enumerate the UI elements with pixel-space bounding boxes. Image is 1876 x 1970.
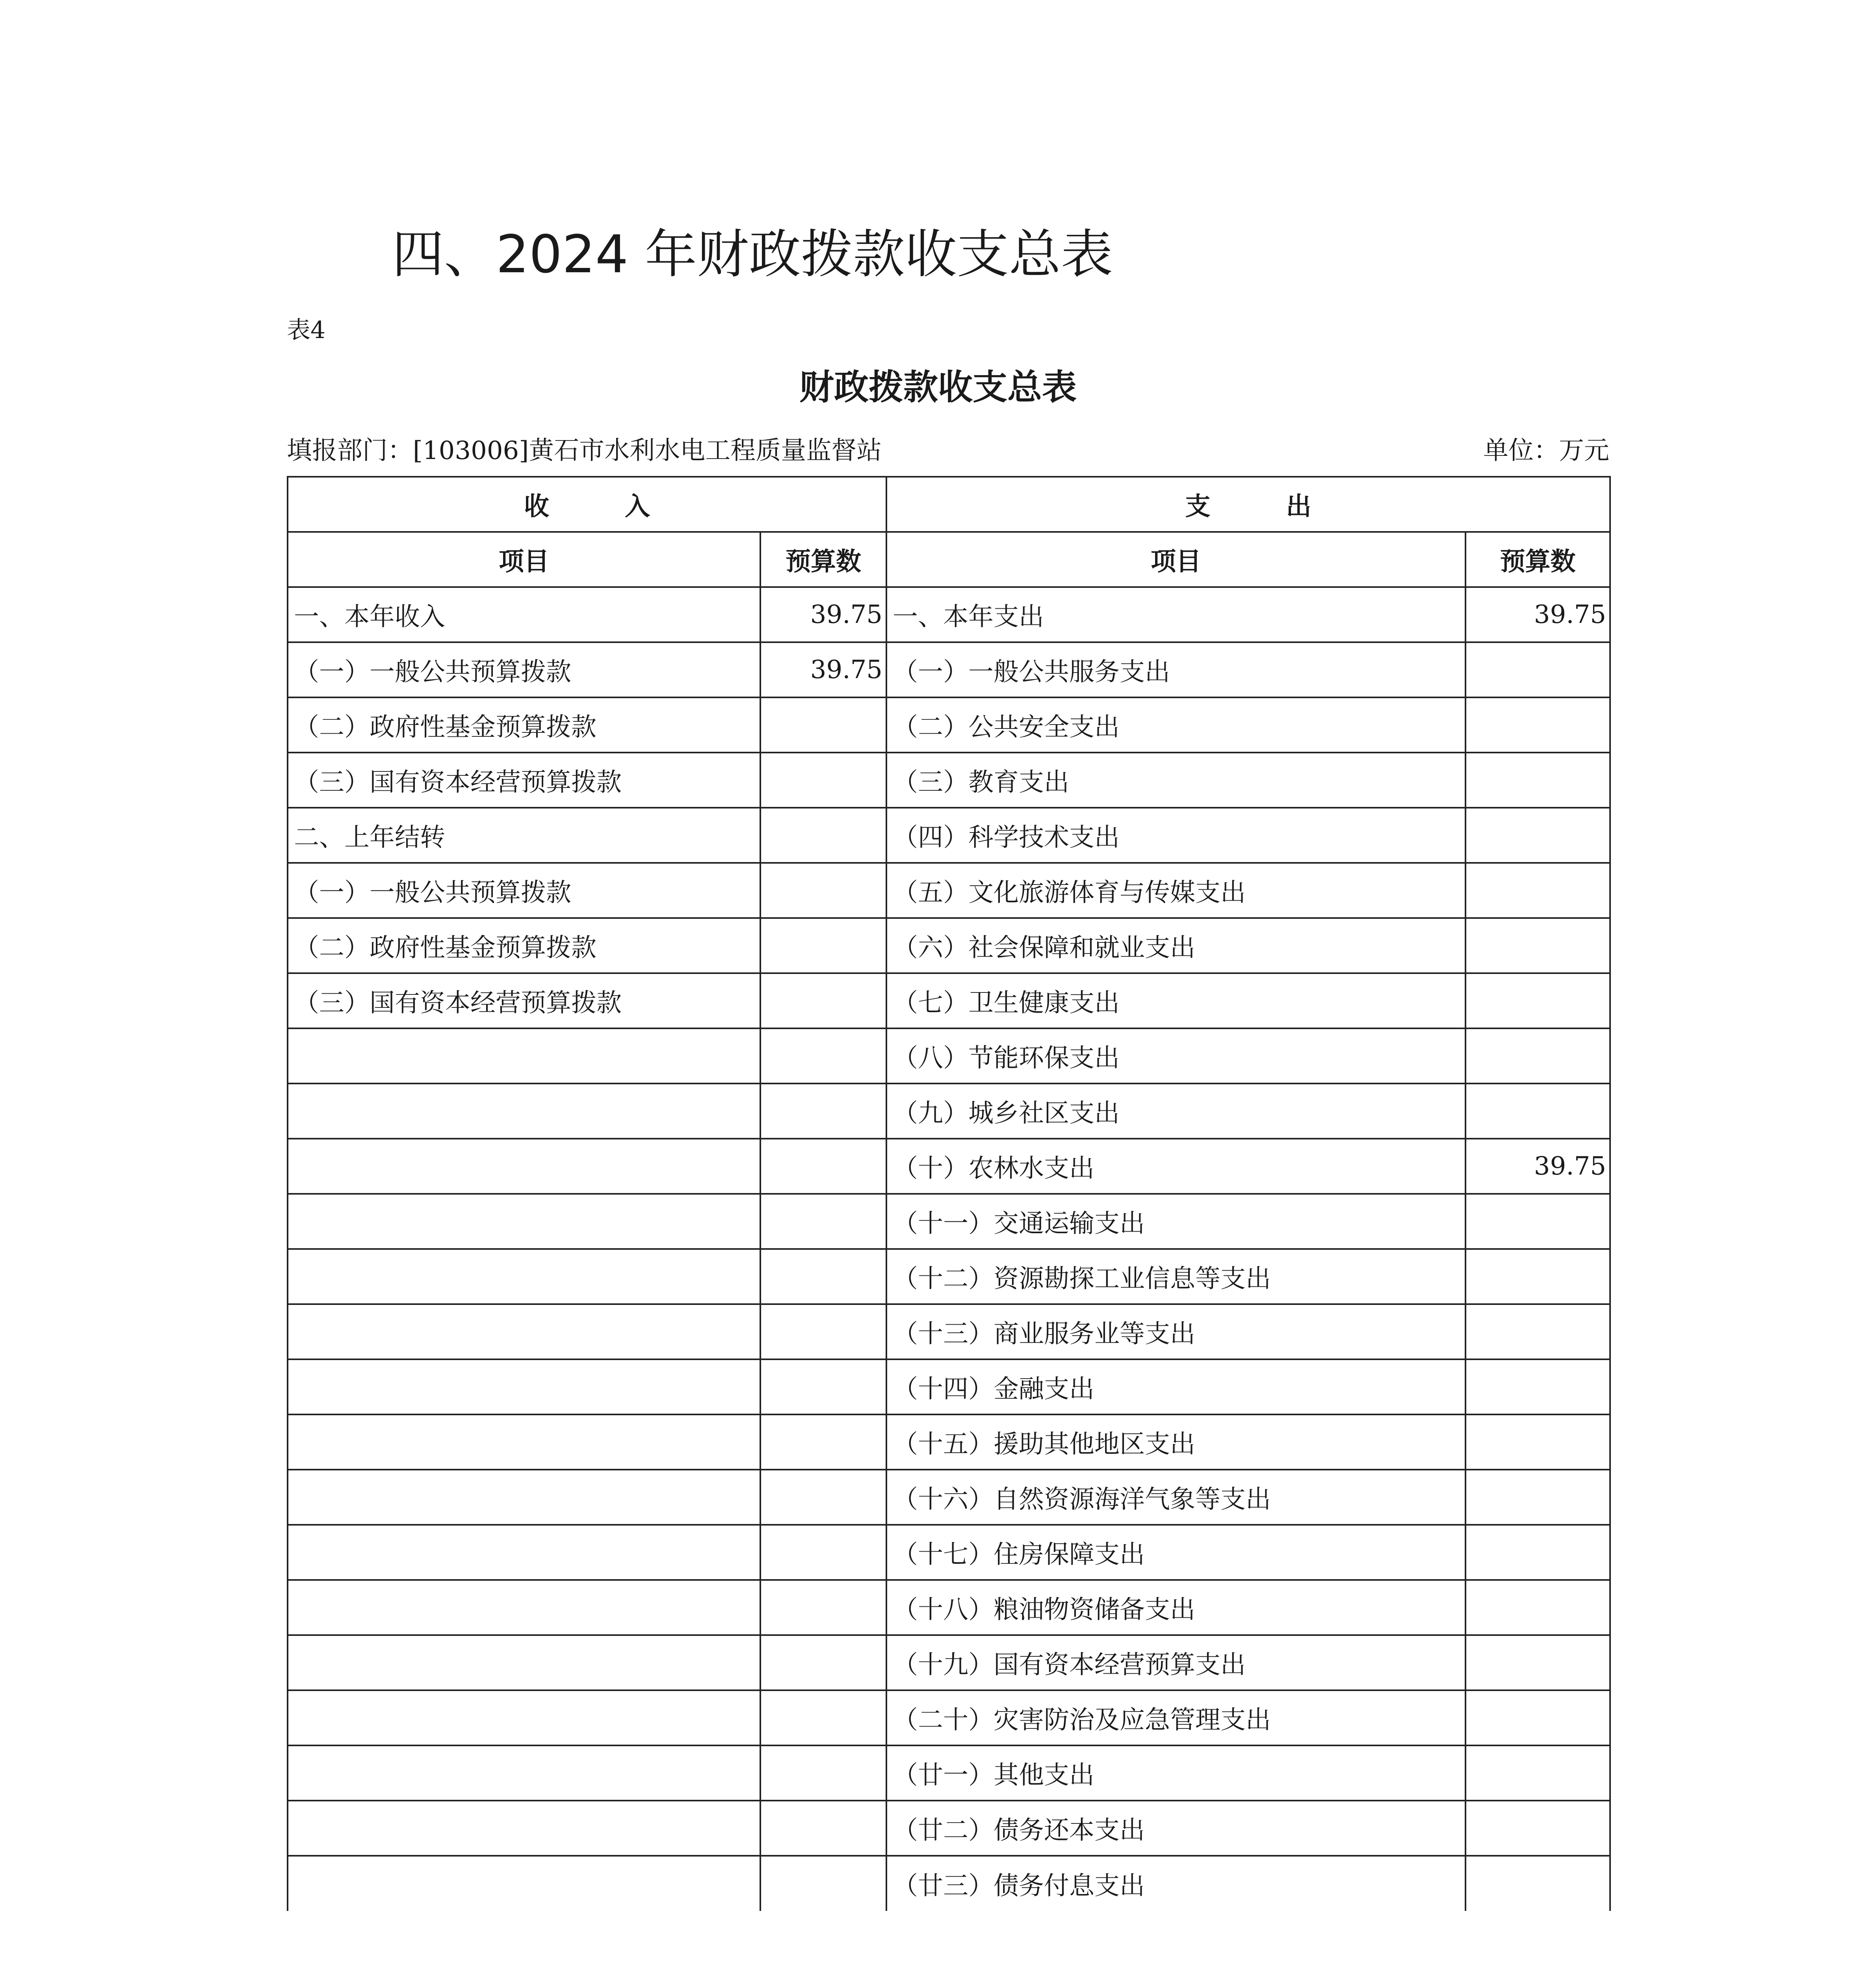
expense-value-cell bbox=[1466, 808, 1610, 863]
expense-value-cell: 39.75 bbox=[1466, 587, 1610, 642]
table-row bbox=[288, 1249, 1610, 1304]
expense-item-cell: （五）文化旅游体育与传媒支出 bbox=[886, 863, 1466, 918]
income-item-cell: （二）政府性基金预算拨款 bbox=[288, 697, 760, 753]
section-header-row bbox=[288, 477, 1610, 532]
unit-label: 单位：万元 bbox=[1483, 436, 1609, 465]
expense-value-cell bbox=[1466, 697, 1610, 753]
income-value-cell bbox=[760, 1635, 886, 1690]
table-row bbox=[288, 1856, 1610, 1911]
department-label: 填报部门：[103006]黄石市水利水电工程质量监督站 bbox=[287, 436, 882, 465]
expense-item-cell: （十一）交通运输支出 bbox=[886, 1194, 1466, 1249]
expense-item-cell: （九）城乡社区支出 bbox=[886, 1084, 1466, 1139]
table-row bbox=[288, 1359, 1610, 1414]
table-body bbox=[288, 587, 1610, 1911]
income-section-header: 收 入 bbox=[288, 477, 886, 532]
expense-item-cell: （一）一般公共服务支出 bbox=[886, 642, 1466, 697]
income-value-cell bbox=[760, 1194, 886, 1249]
table-row bbox=[288, 1801, 1610, 1856]
expense-item-cell: 一、本年支出 bbox=[886, 587, 1466, 642]
expense-item-cell: （八）节能环保支出 bbox=[886, 1028, 1466, 1084]
table-row bbox=[288, 1194, 1610, 1249]
income-value-cell bbox=[760, 697, 886, 753]
expense-item-cell: （十五）援助其他地区支出 bbox=[886, 1414, 1466, 1470]
expense-item-cell: （十三）商业服务业等支出 bbox=[886, 1304, 1466, 1359]
income-item-cell bbox=[288, 1525, 760, 1580]
income-value-cell bbox=[760, 863, 886, 918]
income-value-cell bbox=[760, 1304, 886, 1359]
table-row bbox=[288, 863, 1610, 918]
expense-value-cell bbox=[1466, 1745, 1610, 1801]
income-value-cell bbox=[760, 1856, 886, 1911]
expense-item-cell: （十七）住房保障支出 bbox=[886, 1525, 1466, 1580]
income-value-cell bbox=[760, 1084, 886, 1139]
income-item-cell bbox=[288, 1745, 760, 1801]
expense-item-cell: （四）科学技术支出 bbox=[886, 808, 1466, 863]
expense-item-cell: （廿二）债务还本支出 bbox=[886, 1801, 1466, 1856]
table-row bbox=[288, 642, 1610, 697]
income-value-cell: 39.75 bbox=[760, 587, 886, 642]
income-item-cell bbox=[288, 1690, 760, 1745]
income-item-cell: （一）一般公共预算拨款 bbox=[288, 863, 760, 918]
expense-value-cell bbox=[1466, 1084, 1610, 1139]
income-item-cell bbox=[288, 1028, 760, 1084]
income-item-cell: 一、本年收入 bbox=[288, 587, 760, 642]
income-item-cell bbox=[288, 1801, 760, 1856]
expense-item-cell: （三）教育支出 bbox=[886, 753, 1466, 808]
table-row bbox=[288, 1084, 1610, 1139]
expense-value-cell bbox=[1466, 1304, 1610, 1359]
expense-item-cell: （六）社会保障和就业支出 bbox=[886, 918, 1466, 973]
table-row bbox=[288, 1745, 1610, 1801]
expense-item-cell: （十四）金融支出 bbox=[886, 1359, 1466, 1414]
expense-value-cell bbox=[1466, 1580, 1610, 1635]
table-row bbox=[288, 1304, 1610, 1359]
income-item-header: 项目 bbox=[288, 532, 760, 587]
table-row bbox=[288, 808, 1610, 863]
income-value-cell bbox=[760, 918, 886, 973]
table-row bbox=[288, 1470, 1610, 1525]
budget-table bbox=[287, 476, 1611, 1911]
income-value-cell: 39.75 bbox=[760, 642, 886, 697]
income-item-cell bbox=[288, 1414, 760, 1470]
table-row bbox=[288, 973, 1610, 1028]
expense-value-cell bbox=[1466, 1194, 1610, 1249]
table-row bbox=[288, 587, 1610, 642]
table-row bbox=[288, 1414, 1610, 1470]
expense-item-cell: （二）公共安全支出 bbox=[886, 697, 1466, 753]
income-budget-header: 预算数 bbox=[760, 532, 886, 587]
income-item-cell bbox=[288, 1249, 760, 1304]
income-value-cell bbox=[760, 1470, 886, 1525]
expense-value-cell bbox=[1466, 753, 1610, 808]
expense-item-cell: （七）卫生健康支出 bbox=[886, 973, 1466, 1028]
expense-value-cell bbox=[1466, 642, 1610, 697]
expense-item-cell: （廿一）其他支出 bbox=[886, 1745, 1466, 1801]
page-heading: 四、2024 年财政拨款收支总表 bbox=[392, 224, 1113, 285]
expense-value-cell bbox=[1466, 1856, 1610, 1911]
expense-value-cell bbox=[1466, 1249, 1610, 1304]
income-value-cell bbox=[760, 1249, 886, 1304]
expense-item-cell: （十六）自然资源海洋气象等支出 bbox=[886, 1470, 1466, 1525]
expense-value-cell bbox=[1466, 1359, 1610, 1414]
expense-value-cell bbox=[1466, 1801, 1610, 1856]
income-item-cell: 二、上年结转 bbox=[288, 808, 760, 863]
expense-value-cell bbox=[1466, 1028, 1610, 1084]
income-value-cell bbox=[760, 1028, 886, 1084]
expense-item-cell: （二十）灾害防治及应急管理支出 bbox=[886, 1690, 1466, 1745]
income-item-cell: （三）国有资本经营预算拨款 bbox=[288, 753, 760, 808]
expense-value-cell bbox=[1466, 1635, 1610, 1690]
table-row bbox=[288, 1635, 1610, 1690]
income-item-cell bbox=[288, 1139, 760, 1194]
table-row bbox=[288, 1028, 1610, 1084]
expense-item-cell: （十）农林水支出 bbox=[886, 1139, 1466, 1194]
expense-item-cell: （十九）国有资本经营预算支出 bbox=[886, 1635, 1466, 1690]
income-item-cell bbox=[288, 1304, 760, 1359]
column-header-row bbox=[288, 532, 1610, 587]
table-row bbox=[288, 1139, 1610, 1194]
income-item-cell bbox=[288, 1194, 760, 1249]
income-value-cell bbox=[760, 753, 886, 808]
expense-value-cell bbox=[1466, 1525, 1610, 1580]
expense-section-header: 支 出 bbox=[886, 477, 1610, 532]
income-value-cell bbox=[760, 1580, 886, 1635]
expense-value-cell bbox=[1466, 863, 1610, 918]
income-item-cell bbox=[288, 1635, 760, 1690]
income-item-cell bbox=[288, 1359, 760, 1414]
income-value-cell bbox=[760, 1139, 886, 1194]
expense-item-cell: （十八）粮油物资储备支出 bbox=[886, 1580, 1466, 1635]
income-value-cell bbox=[760, 1359, 886, 1414]
income-item-cell bbox=[288, 1470, 760, 1525]
income-value-cell bbox=[760, 1801, 886, 1856]
expense-value-cell bbox=[1466, 973, 1610, 1028]
income-item-cell: （一）一般公共预算拨款 bbox=[288, 642, 760, 697]
table-row bbox=[288, 697, 1610, 753]
expense-value-cell bbox=[1466, 1690, 1610, 1745]
table-row bbox=[288, 1525, 1610, 1580]
table-meta bbox=[287, 433, 1609, 464]
income-item-cell: （三）国有资本经营预算拨款 bbox=[288, 973, 760, 1028]
income-value-cell bbox=[760, 808, 886, 863]
table-title: 财政拨款收支总表 bbox=[799, 366, 1077, 407]
income-item-cell bbox=[288, 1856, 760, 1911]
expense-item-header: 项目 bbox=[886, 532, 1466, 587]
expense-item-cell: （廿三）债务付息支出 bbox=[886, 1856, 1466, 1911]
income-value-cell bbox=[760, 1690, 886, 1745]
table-row bbox=[288, 1690, 1610, 1745]
expense-value-cell: 39.75 bbox=[1466, 1139, 1610, 1194]
table-row bbox=[288, 918, 1610, 973]
table-number: 表4 bbox=[287, 316, 326, 344]
table-header bbox=[288, 477, 1610, 587]
income-value-cell bbox=[760, 1414, 886, 1470]
expense-value-cell bbox=[1466, 1470, 1610, 1525]
income-value-cell bbox=[760, 1745, 886, 1801]
expense-value-cell bbox=[1466, 1414, 1610, 1470]
expense-item-cell: （十二）资源勘探工业信息等支出 bbox=[886, 1249, 1466, 1304]
income-item-cell bbox=[288, 1084, 760, 1139]
income-item-cell: （二）政府性基金预算拨款 bbox=[288, 918, 760, 973]
expense-value-cell bbox=[1466, 918, 1610, 973]
income-value-cell bbox=[760, 973, 886, 1028]
expense-budget-header: 预算数 bbox=[1466, 532, 1610, 587]
table-row bbox=[288, 1580, 1610, 1635]
income-item-cell bbox=[288, 1580, 760, 1635]
table-row bbox=[288, 753, 1610, 808]
income-value-cell bbox=[760, 1525, 886, 1580]
